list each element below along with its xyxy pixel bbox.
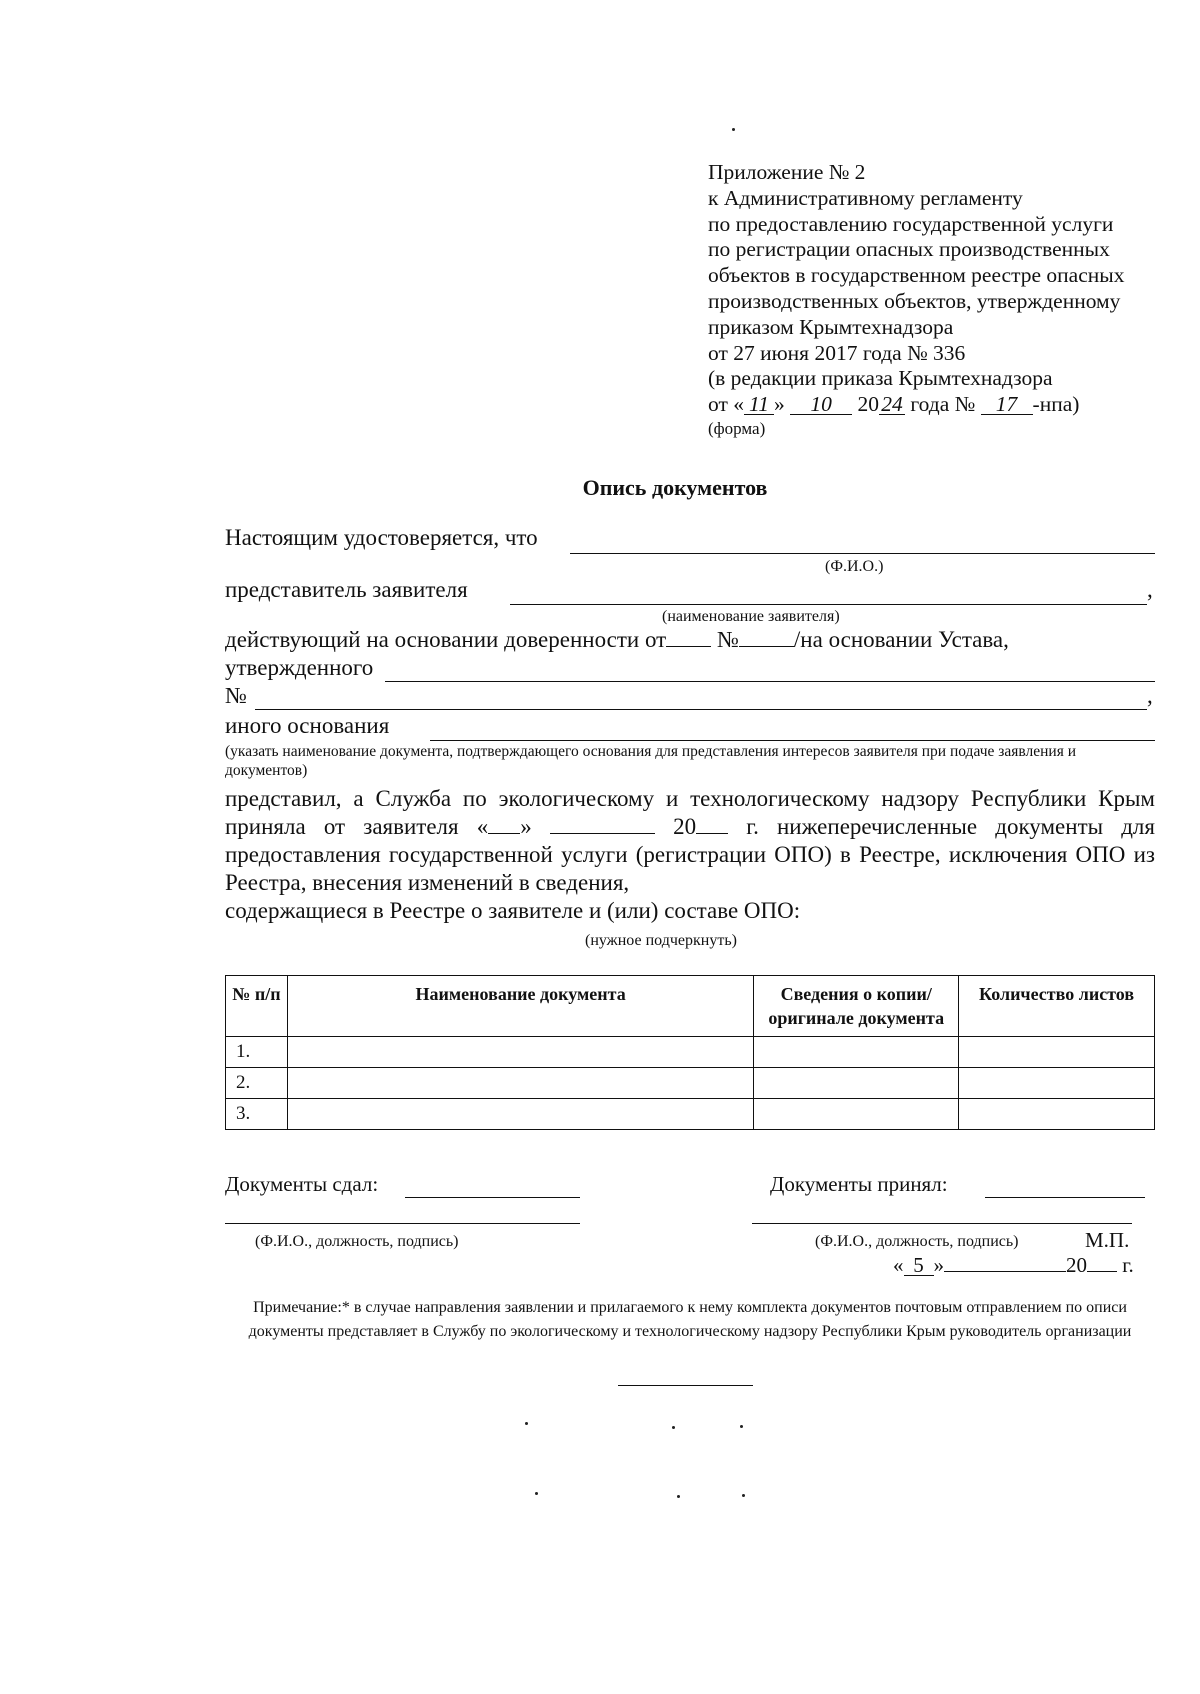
applicant-caption: (наименование заявителя) — [662, 608, 840, 625]
other-basis-caption: (указать наименование документа, подтверждающего основания для представления интересов заявителя при подаче заявления и документов) — [225, 743, 1077, 779]
handed-label: Документы сдал: — [225, 1172, 379, 1196]
edition-line — [708, 392, 1178, 418]
no-label: № — [225, 683, 247, 708]
edition-prefix: от « — [708, 392, 744, 417]
table-row — [226, 1068, 1155, 1099]
row-document-name[interactable] — [287, 1068, 753, 1099]
edition-year-prefix: 20 — [857, 392, 879, 417]
other-basis-label: иного основания — [225, 713, 390, 738]
footnote-divider — [618, 1385, 753, 1386]
paragraph-part1: представил, а Служба по экологическому и технологическому надзору Республики Крым приняла от заявителя « — [225, 786, 1155, 839]
appendix-line: к Административному регламенту — [708, 185, 1023, 210]
approved-label: утвержденного — [225, 655, 374, 680]
appendix-line: приказом Крымтехнадзора — [708, 314, 954, 339]
edition-day: 11 — [744, 394, 774, 415]
edition-suffix: -нпа) — [1032, 392, 1080, 417]
main-paragraph — [225, 785, 1155, 925]
header-document-name: Наименование документа — [287, 976, 753, 1037]
scan-speck — [672, 1426, 675, 1429]
edition-mid: » — [774, 392, 785, 417]
appendix-line: от 27 июня 2017 года № 336 — [708, 340, 966, 365]
number-field[interactable] — [255, 709, 1147, 710]
edition-month: 10 — [790, 394, 852, 415]
footnote: Примечание:* в случае направления заявлении и прилагаемого к нему комплекта документов почтовым отправлением по описи документы представляет в Службу по экологическому и технологическому надзору Республики Крым руководитель организации — [248, 1299, 1132, 1340]
proxy-date-field[interactable] — [666, 628, 711, 647]
documents-table — [225, 975, 1155, 1130]
sign-date — [893, 1253, 1134, 1278]
date-open: « — [893, 1253, 904, 1277]
number-sign: № — [716, 627, 739, 652]
document-title: Опись документов — [582, 475, 768, 500]
comma: , — [1147, 577, 1153, 602]
appendix-line: по предоставлению государственной услуги — [708, 211, 1114, 236]
received-signature-line[interactable] — [752, 1223, 1132, 1224]
appendix-block — [708, 160, 1178, 440]
paragraph-part2: » — [520, 814, 532, 839]
accept-day-field[interactable] — [488, 815, 520, 834]
row-sheet-count[interactable] — [959, 1099, 1155, 1130]
row-document-name[interactable] — [287, 1037, 753, 1068]
row-copy-original[interactable] — [754, 1068, 959, 1099]
scan-speck — [535, 1492, 538, 1495]
approved-field[interactable] — [385, 681, 1155, 682]
handed-signature-line[interactable] — [225, 1223, 580, 1224]
header-number: № п/п — [226, 976, 288, 1037]
form-label: (форма) — [708, 418, 766, 438]
accept-month-field[interactable] — [550, 815, 655, 834]
representative-label: представитель заявителя — [225, 577, 468, 602]
paragraph-last-line: содержащиеся в Реестре о заявителе и (или) составе ОПО: — [225, 898, 801, 923]
row-number: 3. — [226, 1099, 288, 1130]
date-month-field[interactable] — [944, 1253, 1066, 1272]
date-year-prefix: 20 — [1066, 1253, 1087, 1277]
scan-speck — [525, 1422, 528, 1425]
scan-speck — [677, 1495, 680, 1498]
scan-speck — [732, 128, 735, 131]
handed-caption: (Ф.И.О., должность, подпись) — [255, 1233, 459, 1250]
row-number: 1. — [226, 1037, 288, 1068]
date-close: » — [933, 1253, 944, 1277]
fio-caption: (Ф.И.О.) — [825, 558, 884, 575]
date-day: 5 — [904, 1255, 934, 1276]
header-sheet-count: Количество листов — [959, 976, 1155, 1037]
fio-field[interactable] — [570, 553, 1155, 554]
date-year-field[interactable] — [1087, 1253, 1117, 1272]
applicant-field[interactable] — [510, 604, 1147, 605]
received-label: Документы принял: — [770, 1172, 948, 1196]
row-sheet-count[interactable] — [959, 1037, 1155, 1068]
paragraph-part3: 20 — [673, 814, 697, 839]
scan-speck — [740, 1425, 743, 1428]
underline-caption: (нужное подчеркнуть) — [585, 932, 737, 949]
date-suffix: г. — [1122, 1253, 1134, 1277]
basis-text — [225, 627, 1009, 653]
received-field[interactable] — [985, 1197, 1145, 1198]
accept-year-field[interactable] — [696, 815, 728, 834]
appendix-line: Приложение № 2 — [708, 160, 866, 184]
handed-field[interactable] — [405, 1197, 580, 1198]
table-header-row — [226, 976, 1155, 1037]
certify-label: Настоящим удостоверяется, что — [225, 525, 538, 550]
appendix-line: производственных объектов, утвержденному — [708, 288, 1121, 313]
other-basis-field[interactable] — [430, 740, 1155, 741]
appendix-line: (в редакции приказа Крымтехнадзора — [708, 366, 1053, 391]
edition-number: 17 — [981, 394, 1033, 415]
paragraph-part4: г. нижеперечисленные документы для предоставления государственной услуги (регистрации ОПО) в Реестре, исключения ОПО из Реестра, внесения изменений в сведения, — [225, 814, 1155, 895]
row-copy-original[interactable] — [754, 1099, 959, 1130]
appendix-line: по регистрации опасных производственных — [708, 237, 1110, 262]
row-document-name[interactable] — [287, 1099, 753, 1130]
row-copy-original[interactable] — [754, 1037, 959, 1068]
row-number: 2. — [226, 1068, 288, 1099]
edition-number-label: года № — [910, 392, 976, 417]
header-copy-original: Сведения о копии/оригинале документа — [754, 976, 959, 1037]
stamp-label: М.П. — [1085, 1228, 1130, 1252]
comma: , — [1147, 683, 1153, 708]
proxy-number-field[interactable] — [739, 628, 794, 647]
received-caption: (Ф.И.О., должность, подпись) — [815, 1233, 1019, 1250]
table-row — [226, 1037, 1155, 1068]
basis-text-2: /на основании Устава, — [793, 627, 1009, 652]
row-sheet-count[interactable] — [959, 1068, 1155, 1099]
table-row — [226, 1099, 1155, 1130]
edition-year: 24 — [879, 394, 905, 415]
basis-text-1: действующий на основании доверенности от — [225, 627, 667, 652]
appendix-line: объектов в государственном реестре опасных — [708, 263, 1125, 288]
scan-speck — [742, 1494, 745, 1497]
